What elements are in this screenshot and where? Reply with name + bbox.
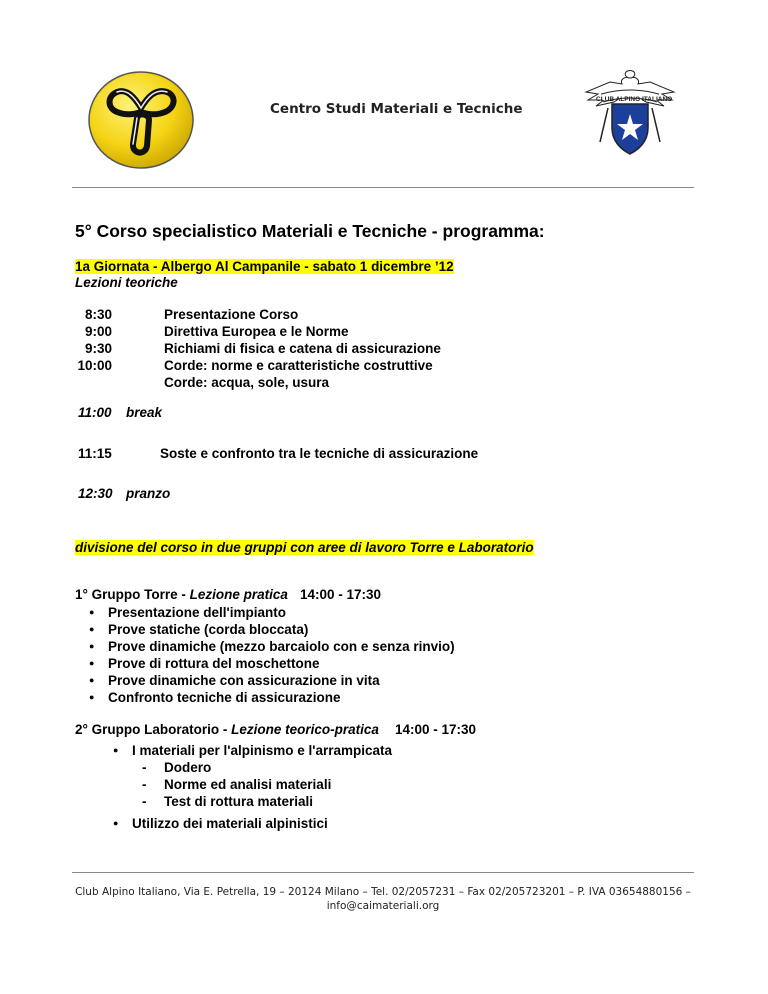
day-heading-text: 1a Giornata - Albergo Al Campanile - sabato 1 dicembre ’12 <box>75 259 454 274</box>
list-item: ● Prove di rottura del moschettone <box>78 655 455 672</box>
schedule-topic: Richiami di fisica e catena di assicurazione <box>164 341 441 356</box>
schedule-topic: Corde: norme e caratteristiche costruttive <box>164 358 433 373</box>
list-item: ● Confronto tecniche di assicurazione <box>78 689 455 706</box>
soste-label: Soste e confronto tra le tecniche di assicurazione <box>160 446 479 461</box>
schedule-topic: Direttiva Europea e le Norme <box>164 324 349 339</box>
schedule-topic: Corde: acqua, sole, usura <box>164 375 330 390</box>
soste-time: 11:15 <box>78 446 112 461</box>
schedule-topic: Presentazione Corso <box>164 307 299 322</box>
list-item: ● I materiali per l'alpinismo e l'arrampicata <box>102 742 392 759</box>
csmt-logo-icon <box>87 70 195 170</box>
group1-title: 1° Gruppo Torre - <box>75 587 190 602</box>
schedule-topics <box>164 306 441 391</box>
list-item: ● Prove statiche (corda bloccata) <box>78 621 455 638</box>
footer-divider <box>72 872 694 873</box>
club-alpino-italiano-emblem-icon <box>580 68 680 160</box>
division-heading <box>75 540 534 555</box>
page-title: 5° Corso specialistico Materiali e Tecniche - programma: <box>75 221 545 241</box>
day-heading <box>75 259 454 274</box>
pranzo-label: pranzo <box>126 486 171 501</box>
sublist-item: - Norme ed analisi materiali <box>140 776 331 793</box>
footer-email: info@caimateriali.org <box>326 900 440 912</box>
list-item: ● Utilizzo dei materiali alpinistici <box>102 815 328 832</box>
break-time: 11:00 <box>78 405 112 420</box>
list-item: ● Prove dinamiche con assicurazione in vita <box>78 672 455 689</box>
header-title: Centro Studi Materiali e Tecniche <box>270 101 523 117</box>
schedule-time: 8:30 <box>84 307 112 322</box>
group2-heading <box>75 722 476 737</box>
group2-time: 14:00 - 17:30 <box>394 722 477 737</box>
group2-subtitle: Lezione teorico-pratica <box>231 722 379 737</box>
break-label: break <box>126 405 163 420</box>
footer <box>72 885 694 913</box>
group1-list <box>78 604 455 706</box>
emblem-lettering: CLUB ALPINO ITALIANO <box>596 96 673 103</box>
group2-list <box>102 742 392 759</box>
group1-heading <box>75 587 381 602</box>
schedule-times <box>58 306 112 374</box>
schedule-time: 9:30 <box>84 341 112 356</box>
list-item: ● Prove dinamiche (mezzo barcaiolo con e senza rinvio) <box>78 638 455 655</box>
footer-line: Club Alpino Italiano, Via E. Petrella, 19 – 20124 Milano – Tel. 02/2057231 – Fax 02/205723201 – P. IVA 03654880156 – <box>75 886 691 898</box>
lessons-subheading: Lezioni teoriche <box>75 275 178 290</box>
group2-title: 2° Gruppo Laboratorio - <box>75 722 232 737</box>
group1-time: 14:00 - 17:30 <box>299 587 381 602</box>
list-item: ● Presentazione dell'impianto <box>78 604 455 621</box>
schedule-time: 10:00 <box>77 358 112 373</box>
group2-sublist <box>140 759 331 810</box>
pranzo-time: 12:30 <box>78 486 113 501</box>
sublist-item: - Dodero <box>140 759 331 776</box>
schedule-time: 9:00 <box>84 324 112 339</box>
header-divider <box>72 187 694 188</box>
group2-list-2 <box>102 815 328 832</box>
sublist-item: - Test di rottura materiali <box>140 793 331 810</box>
division-heading-text: divisione del corso in due gruppi con aree di lavoro Torre e Laboratorio <box>75 540 534 555</box>
group1-subtitle: Lezione pratica <box>189 587 288 602</box>
